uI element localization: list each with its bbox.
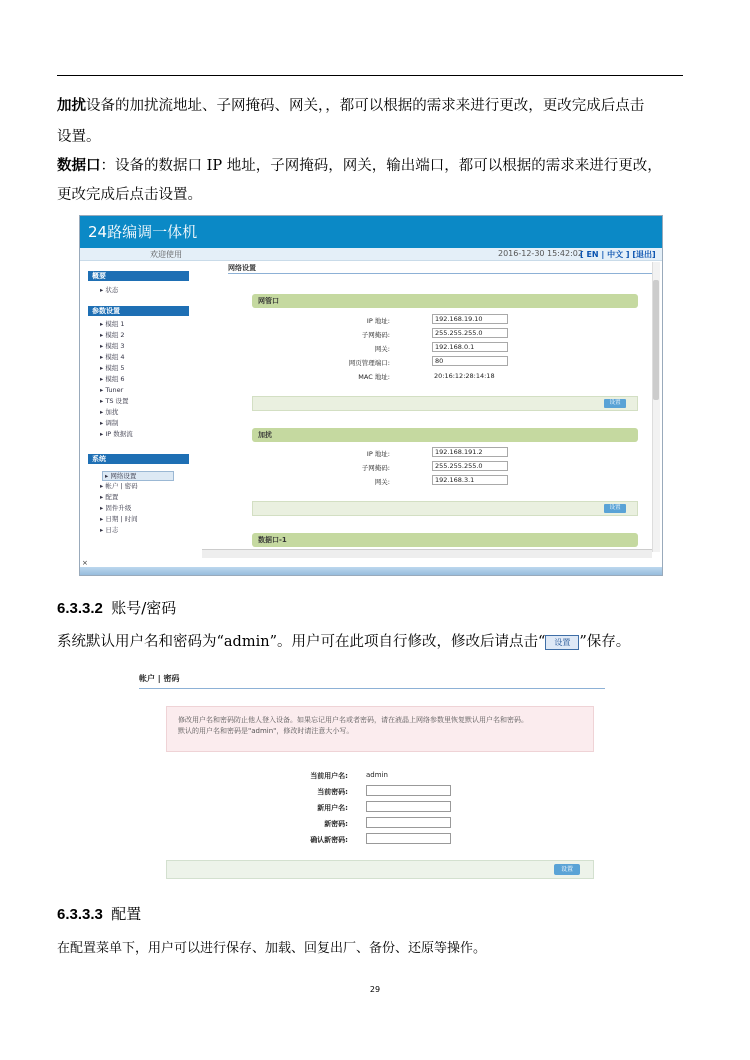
- sidebar-head-overview: 概要: [88, 271, 189, 281]
- paragraph-scramble-term: 加扰: [57, 97, 86, 114]
- paragraph-config: 在配置菜单下，用户可以进行保存、加载、回复出厂、备份、还原等操作。: [57, 941, 487, 956]
- sidebar-item-module-5[interactable]: ▸ 模组 5: [100, 364, 125, 372]
- scramble-set-button[interactable]: 设置: [604, 504, 626, 513]
- sidebar-item-log[interactable]: ▸ 日志: [100, 526, 119, 534]
- new-username-label: 新用户名:: [317, 804, 348, 812]
- title-underline: [139, 688, 605, 689]
- sidebar-item-label: 模组 6: [105, 375, 125, 383]
- confirm-password-label: 确认新密码:: [310, 836, 348, 844]
- paragraph-dataport: [57, 156, 662, 176]
- page-number: 29: [369, 985, 381, 994]
- paragraph-dataport-text: ：设备的数据口 IP 地址，子网掩码，网关，输出端口，都可以根据的需求来进行更改，: [100, 158, 662, 174]
- new-password-input[interactable]: [366, 817, 451, 828]
- current-password-input[interactable]: [366, 785, 451, 796]
- scramble-mask-label: 子网掩码:: [361, 464, 390, 472]
- language-logout-links[interactable]: [ EN | 中文 ] [退出]: [580, 250, 656, 259]
- sidebar-item-status[interactable]: ▸ 状态: [100, 286, 119, 294]
- sidebar-item-account[interactable]: ▸ 帐户 | 密码: [100, 482, 138, 490]
- mgmt-mask-input[interactable]: 255.255.255.0: [432, 328, 508, 338]
- set-button[interactable]: 设置: [554, 864, 580, 875]
- header-rule: [57, 75, 683, 76]
- dataport-section-header: 数据口-1: [252, 533, 638, 547]
- mgmt-ip-label: IP 地址:: [366, 317, 390, 325]
- section-title: 配置: [111, 905, 142, 923]
- mac-label: MAC 地址:: [358, 373, 390, 381]
- sidebar-item-label: 模组 3: [105, 342, 125, 350]
- network-settings-screenshot: [79, 215, 663, 576]
- sidebar-item-module-1[interactable]: ▸ 模组 1: [100, 320, 125, 328]
- mgmt-port-input[interactable]: 80: [432, 356, 508, 366]
- paragraph-scramble: [57, 96, 644, 116]
- scrollbar-thumb[interactable]: [653, 280, 659, 400]
- section-title: 账号/密码: [111, 599, 177, 617]
- paragraph-scramble-text: 设备的加扰流地址、子网掩码、网关，，都可以根据的需求来进行更改，更改完成后点击: [86, 98, 645, 114]
- new-username-input[interactable]: [366, 801, 451, 812]
- sidebar-item-module-6[interactable]: ▸ 模组 6: [100, 375, 125, 383]
- sidebar-item-network[interactable]: ▸ 网络设置: [102, 471, 174, 481]
- mgmt-action-bar: [252, 396, 638, 411]
- mac-value: 20:16:12:28:14:18: [434, 372, 495, 380]
- sidebar-item-module-2[interactable]: ▸ 模组 2: [100, 331, 125, 339]
- paragraph-account-text-a: 系统默认用户名和密码为“admin”。用户可在此项自行修改，修改后请点击“: [57, 634, 546, 650]
- sidebar-item-label: TS 设置: [105, 397, 129, 405]
- mgmt-gateway-label: 网关:: [374, 345, 390, 353]
- sidebar-item-label: 网络设置: [110, 472, 137, 480]
- sidebar-item-label: 模组 5: [105, 364, 125, 372]
- sidebar-item-label: 模组 4: [105, 353, 125, 361]
- section-heading-account: [57, 597, 176, 618]
- current-user-label: 当前用户名:: [310, 772, 348, 780]
- action-bar: [166, 860, 594, 879]
- scramble-gateway-label: 网关:: [374, 478, 390, 486]
- sidebar-item-ts[interactable]: ▸ TS 设置: [100, 397, 129, 405]
- panel-title: 帐户 | 密码: [139, 674, 180, 683]
- notice-line-1: 修改用户名和密码防止他人登入设备。如果忘记用户名或者密码，请在液晶上网络参数里恢复默认用户名和密码。: [178, 716, 528, 724]
- mgmt-section-header: 网管口: [252, 294, 638, 308]
- sidebar-item-label: Tuner: [105, 386, 124, 394]
- mgmt-port-label: 网页管理端口:: [348, 359, 390, 367]
- welcome-text: 欢迎使用: [150, 250, 182, 259]
- close-icon[interactable]: ×: [82, 559, 88, 567]
- sidebar-item-label: 模组 1: [105, 320, 125, 328]
- sidebar: [88, 268, 189, 558]
- sidebar-item-module-4[interactable]: ▸ 模组 4: [100, 353, 125, 361]
- account-password-screenshot: [138, 669, 607, 884]
- notice-line-2: 默认的用户名和密码是"admin"，修改时请注意大小写。: [178, 727, 354, 735]
- section-number: 6.3.3.3: [57, 906, 103, 923]
- paragraph-account-text-b: ”保存。: [579, 634, 631, 650]
- mgmt-mask-label: 子网掩码:: [361, 331, 390, 339]
- mgmt-gateway-input[interactable]: 192.168.0.1: [432, 342, 508, 352]
- mgmt-set-button[interactable]: 设置: [604, 399, 626, 408]
- scramble-mask-input[interactable]: 255.255.255.0: [432, 461, 508, 471]
- sidebar-item-config[interactable]: ▸ 配置: [100, 493, 119, 501]
- new-password-label: 新密码:: [324, 820, 348, 828]
- taskbar: [80, 567, 663, 576]
- sidebar-item-label: 固件升级: [105, 504, 132, 512]
- sidebar-item-label: 日志: [105, 526, 119, 534]
- paragraph-scramble-cont: 设置。: [57, 129, 101, 145]
- sidebar-item-tuner[interactable]: ▸ Tuner: [100, 386, 124, 394]
- sidebar-item-label: 调制: [105, 419, 119, 427]
- scramble-ip-label: IP 地址:: [366, 450, 390, 458]
- section-heading-config: [57, 903, 141, 924]
- sidebar-item-label: 加扰: [105, 408, 119, 416]
- sidebar-head-params: 参数设置: [88, 306, 189, 316]
- sidebar-item-module-3[interactable]: ▸ 模组 3: [100, 342, 125, 350]
- sidebar-item-label: 日期 | 时间: [105, 515, 138, 523]
- sidebar-item-label: 配置: [105, 493, 119, 501]
- page-title: 网络设置: [228, 264, 256, 272]
- current-user-value: admin: [366, 771, 388, 779]
- sidebar-item-datetime[interactable]: ▸ 日期 | 时间: [100, 515, 138, 523]
- paragraph-account: [57, 632, 630, 652]
- sidebar-item-label: IP 数据流: [105, 430, 133, 438]
- mgmt-ip-input[interactable]: 192.168.19.10: [432, 314, 508, 324]
- sidebar-item-label: 帐户 | 密码: [105, 482, 138, 490]
- paragraph-dataport-cont: 更改完成后点击设置。: [57, 187, 202, 203]
- sidebar-head-system: 系统: [88, 454, 189, 464]
- sidebar-item-firmware[interactable]: ▸ 固件升级: [100, 504, 132, 512]
- notice-text: [178, 715, 588, 737]
- datetime-text: 2016-12-30 15:42:02: [498, 249, 583, 258]
- horizontal-scrollbar[interactable]: [202, 549, 652, 558]
- app-title: 24路编调一体机: [88, 223, 198, 241]
- sidebar-item-label: 模组 2: [105, 331, 125, 339]
- paragraph-dataport-term: 数据口: [57, 157, 101, 174]
- sidebar-item-modulation[interactable]: ▸ 调制: [100, 419, 119, 427]
- inline-set-button-image: 设置: [545, 635, 579, 650]
- section-number: 6.3.3.2: [57, 600, 103, 617]
- current-password-label: 当前密码:: [317, 788, 348, 796]
- sidebar-item-ip-stream[interactable]: ▸ IP 数据流: [100, 430, 133, 438]
- scramble-action-bar: [252, 501, 638, 516]
- sidebar-item-label: 状态: [105, 286, 119, 294]
- confirm-password-input[interactable]: [366, 833, 451, 844]
- scramble-ip-input[interactable]: 192.168.191.2: [432, 447, 508, 457]
- title-underline: [228, 273, 653, 274]
- scramble-section-header: 加扰: [252, 428, 638, 442]
- sidebar-item-scramble[interactable]: ▸ 加扰: [100, 408, 119, 416]
- scramble-gateway-input[interactable]: 192.168.3.1: [432, 475, 508, 485]
